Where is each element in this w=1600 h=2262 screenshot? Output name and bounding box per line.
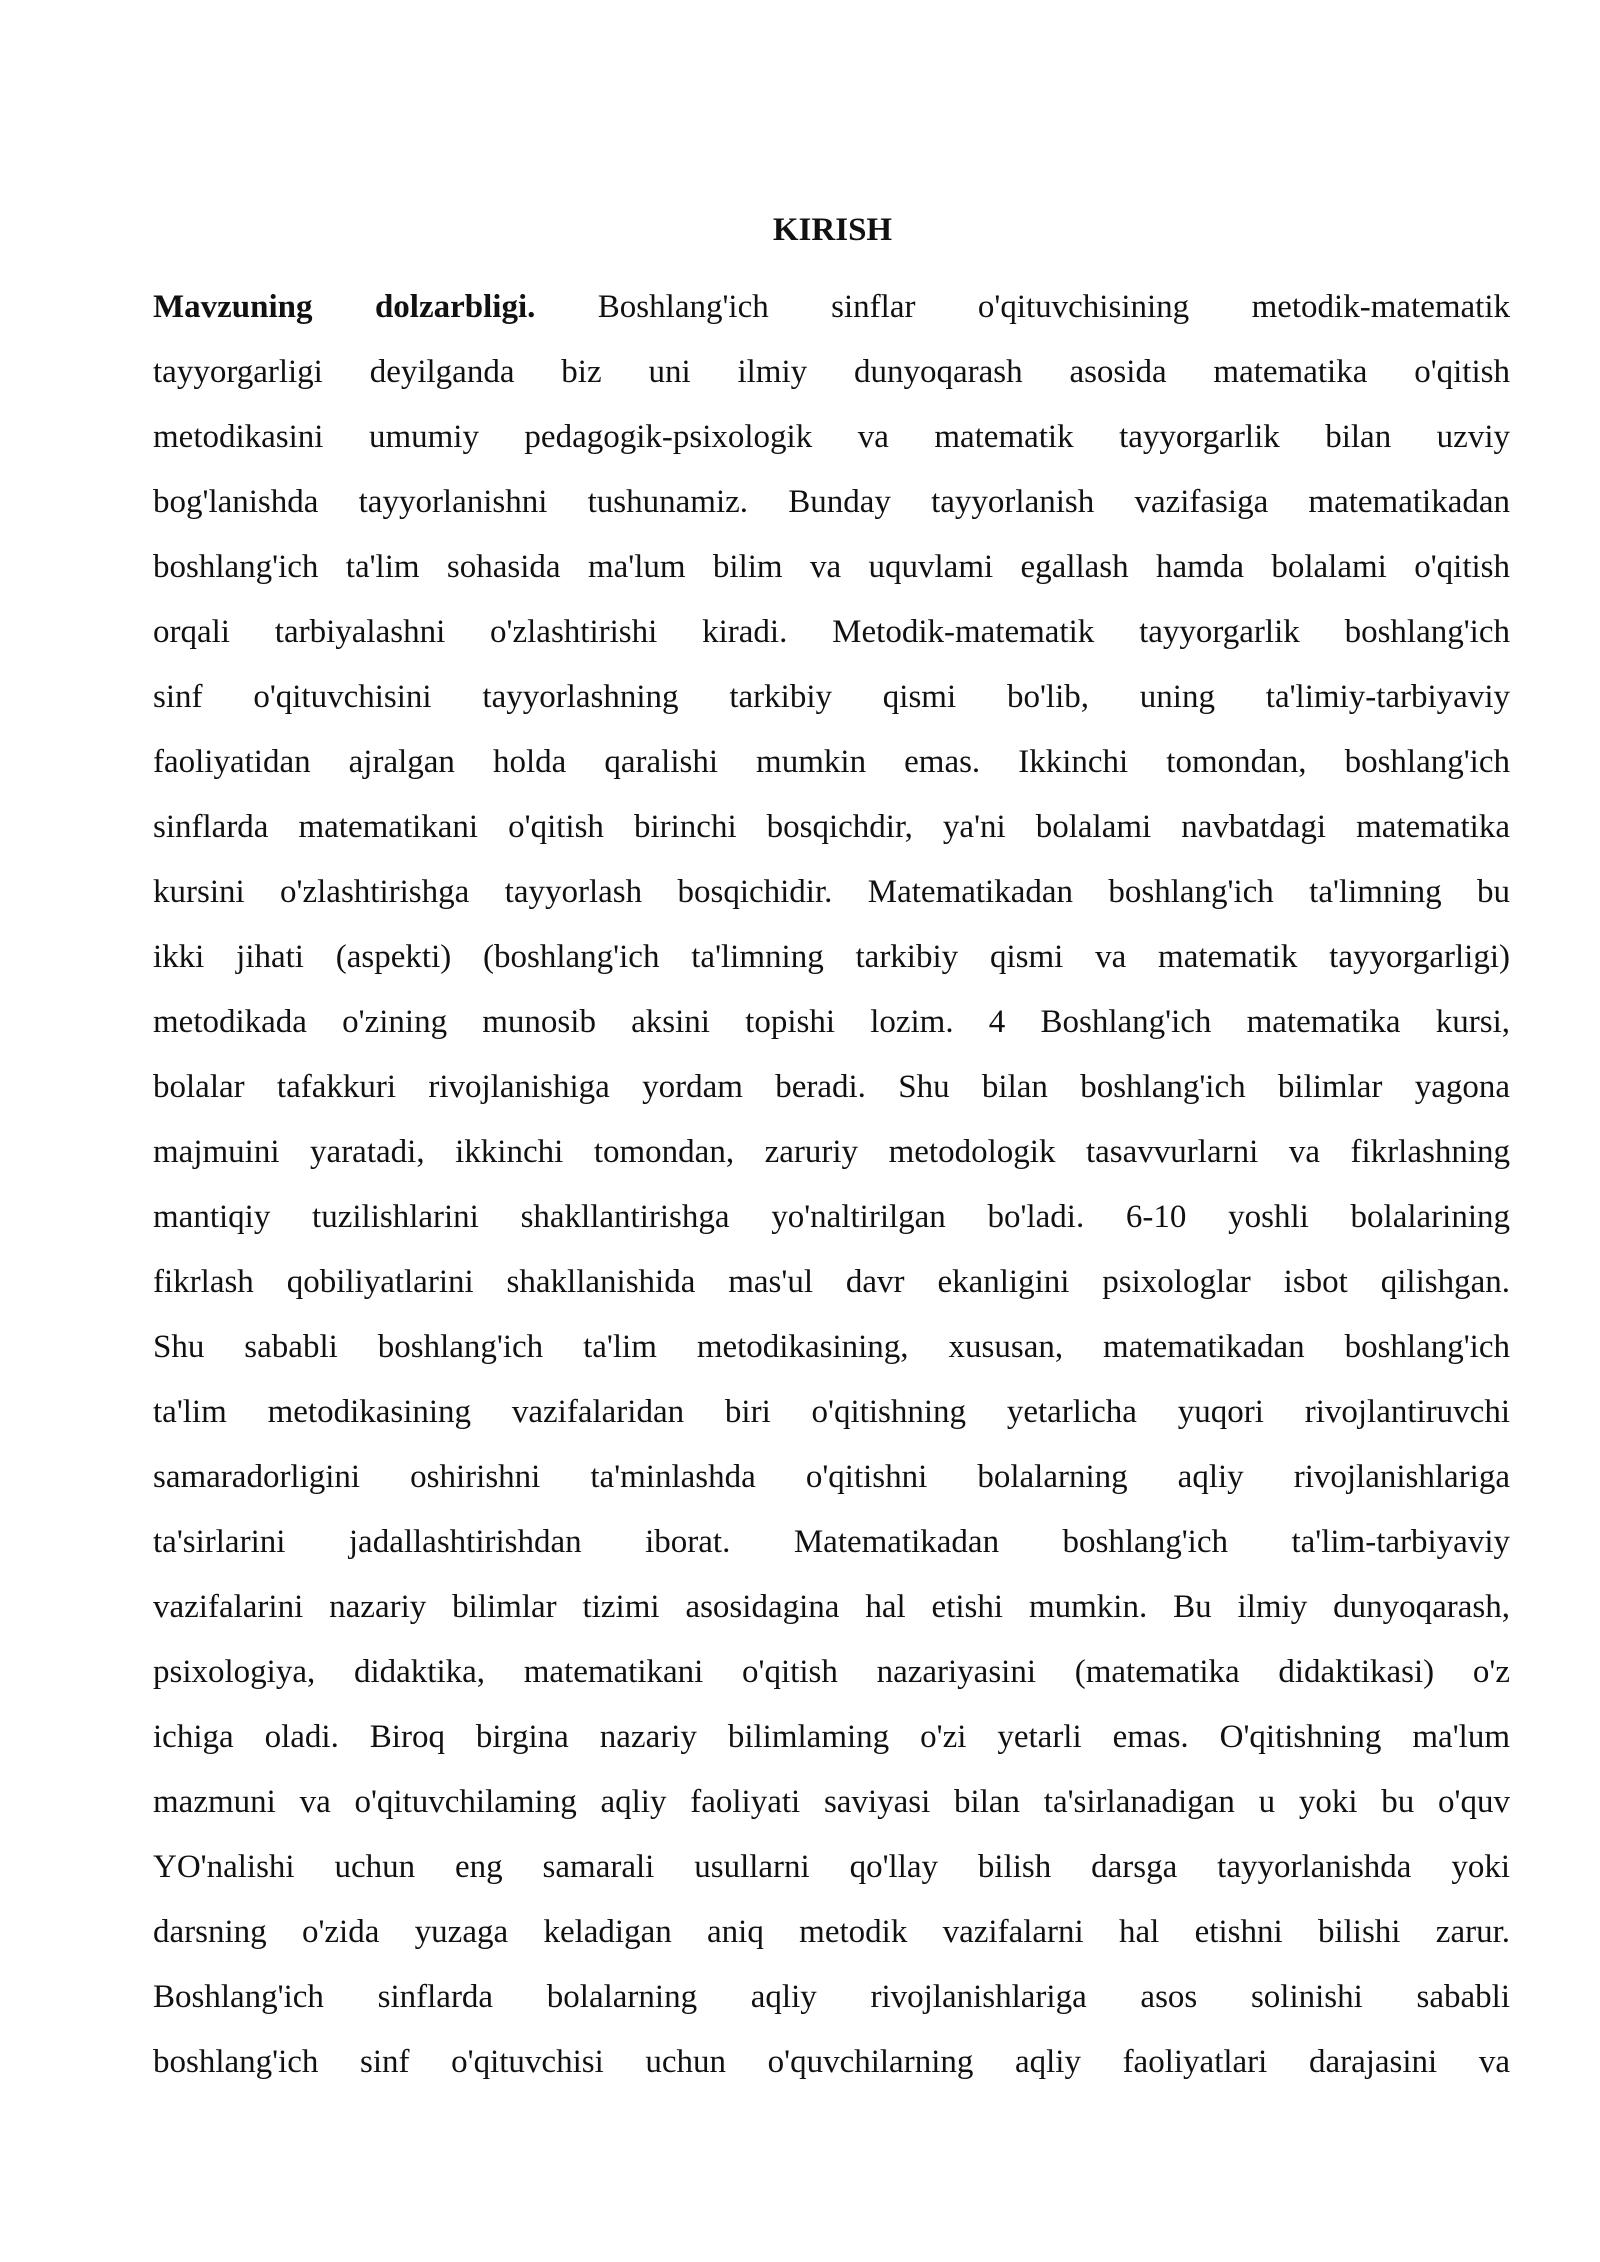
paragraph-line: Shu sababli boshlang'ich ta'lim metodikasining, xususan, matematikadan boshlang'ich bbox=[153, 1329, 1510, 1365]
paragraph-line: samaradorligini oshirishni ta'minlashda o'qitishni bolalarning aqliy rivojlanishlariga bbox=[153, 1459, 1510, 1495]
paragraph-line: sinf o'qituvchisini tayyorlashning tarkibiy qismi bo'lib, uning ta'limiy-tarbiyaviy bbox=[153, 679, 1510, 715]
paragraph-line: ikki jihati (aspekti) (boshlang'ich ta'limning tarkibiy qismi va matematik tayyorgarligi) bbox=[153, 939, 1510, 975]
paragraph-line: psixologiya, didaktika, matematikani o'qitish nazariyasini (matematika didaktikasi) o'z bbox=[153, 1654, 1510, 1690]
paragraph-line: mazmuni va o'qituvchilaming aqliy faoliyati saviyasi bilan ta'sirlanadigan u yoki bu o'quv bbox=[153, 1784, 1510, 1820]
lead-label: Mavzuning dolzarbligi. bbox=[153, 289, 536, 325]
paragraph-line: kursini o'zlashtirishga tayyorlash bosqichidir. Matematikadan boshlang'ich ta'limning bu bbox=[153, 874, 1510, 910]
paragraph-line: boshlang'ich sinf o'qituvchisi uchun o'quvchilarning aqliy faoliyatlari darajasini va bbox=[153, 2044, 1510, 2080]
paragraph-line: metodikada o'zining munosib aksini topishi lozim. 4 Boshlang'ich matematika kursi, bbox=[153, 1004, 1510, 1040]
paragraph-line: mantiqiy tuzilishlarini shakllantirishga yo'naltirilgan bo'ladi. 6-10 yoshli bolalarining bbox=[153, 1199, 1510, 1235]
paragraph-line: vazifalarini nazariy bilimlar tizimi asosidagina hal etishi mumkin. Bu ilmiy dunyoqarash, bbox=[153, 1589, 1510, 1625]
paragraph-line: ta'sirlarini jadallashtirishdan iborat. Matematikadan boshlang'ich ta'lim-tarbiyaviy bbox=[153, 1524, 1510, 1560]
paragraph-line: orqali tarbiyalashni o'zlashtirishi kiradi. Metodik-matematik tayyorgarlik boshlang'ich bbox=[153, 614, 1510, 650]
paragraph-line bbox=[153, 275, 1510, 340]
paragraph-line: darsning o'zida yuzaga keladigan aniq metodik vazifalarni hal etishni bilishi zarur. bbox=[153, 1914, 1510, 1950]
paragraph-line: faoliyatidan ajralgan holda qaralishi mumkin emas. Ikkinchi tomondan, boshlang'ich bbox=[153, 744, 1510, 780]
paragraph-line: boshlang'ich ta'lim sohasida ma'lum bilim va uquvlami egallash hamda bolalami o'qitish bbox=[153, 549, 1510, 585]
paragraph-line: bog'lanishda tayyorlanishni tushunamiz. Bunday tayyorlanish vazifasiga matematikadan bbox=[153, 484, 1510, 520]
paragraph-line: bolalar tafakkuri rivojlanishiga yordam beradi. Shu bilan boshlang'ich bilimlar yagona bbox=[153, 1069, 1510, 1105]
paragraph-line: ta'lim metodikasining vazifalaridan biri o'qitishning yetarlicha yuqori rivojlantiruvchi bbox=[153, 1394, 1510, 1430]
paragraph-line: YO'nalishi uchun eng samarali usullarni qo'llay bilish darsga tayyorlanishda yoki bbox=[153, 1849, 1510, 1885]
paragraph-line: ichiga oladi. Biroq birgina nazariy bilimlaming o'zi yetarli emas. O'qitishning ma'lum bbox=[153, 1719, 1510, 1755]
paragraph-line: fikrlash qobiliyatlarini shakllanishida mas'ul davr ekanligini psixologlar isbot qilishgan. bbox=[153, 1264, 1510, 1300]
paragraph-line: Boshlang'ich sinflarda bolalarning aqliy rivojlanishlariga asos solinishi sababli bbox=[153, 1979, 1510, 2015]
paragraph-line: tayyorgarligi deyilganda biz uni ilmiy dunyoqarash asosida matematika o'qitish bbox=[153, 354, 1510, 390]
paragraph-line: sinflarda matematikani o'qitish birinchi bosqichdir, ya'ni bolalami navbatdagi matematika bbox=[153, 809, 1510, 845]
section-heading: KIRISH bbox=[772, 212, 893, 248]
paragraph-line: majmuini yaratadi, ikkinchi tomondan, zaruriy metodologik tasavvurlarni va fikrlashning bbox=[153, 1134, 1510, 1170]
paragraph-line: metodikasini umumiy pedagogik-psixologik va matematik tayyorgarlik bilan uzviy bbox=[153, 419, 1510, 455]
line-text: Boshlang'ich sinflar o'qituvchisining metodik-matematik bbox=[535, 289, 1510, 325]
body-paragraph bbox=[153, 275, 1510, 2095]
